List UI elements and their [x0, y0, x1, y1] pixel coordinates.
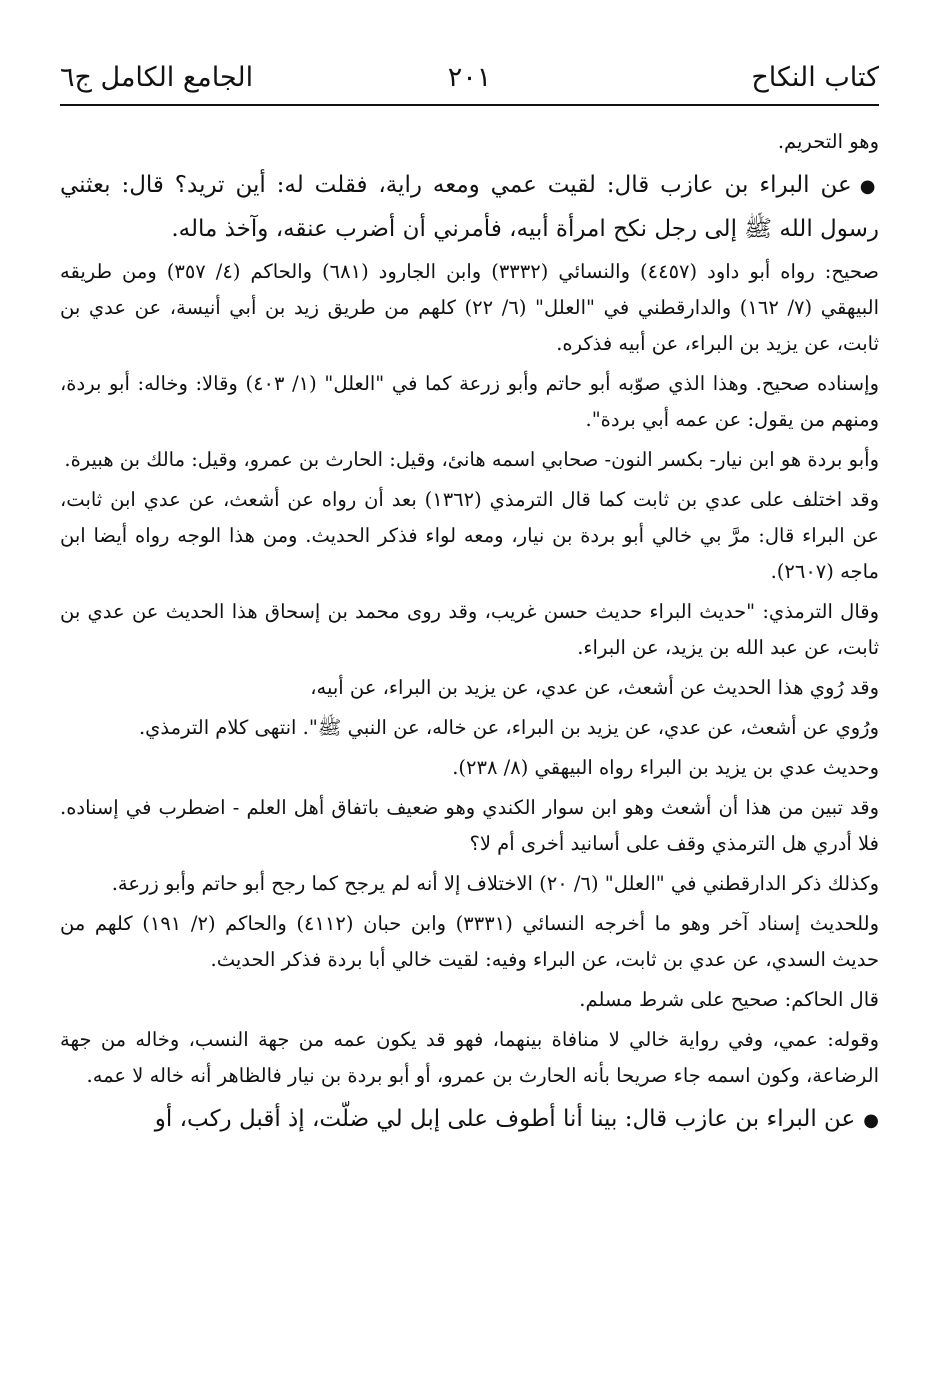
book-title: كتاب النكاح: [751, 62, 879, 93]
paragraph-text: وحديث عدي بن يزيد بن البراء رواه البيهقي (٨/ ٢٣٨).: [452, 756, 879, 779]
commentary-paragraph: [60, 442, 879, 478]
page-body: [60, 124, 879, 1146]
commentary-paragraph: [60, 906, 879, 978]
commentary-paragraph: [60, 790, 879, 862]
commentary-paragraph: [60, 750, 879, 786]
volume-title: الجامع الكامل ج٦: [60, 62, 254, 93]
commentary-paragraph: [60, 710, 879, 746]
paragraph-text: وهو التحريم.: [777, 130, 879, 153]
commentary-paragraph: [60, 982, 879, 1018]
bullet-icon: ●: [863, 1110, 879, 1131]
commentary-paragraph: [60, 366, 879, 438]
paragraph-text: وقد اختلف على عدي بن ثابت كما قال الترمذي (١٣٦٢) بعد أن رواه عن أشعث، عن عدي ابن ثابت، عن البراء قال: مرَّ بي خالي أبو بردة بن نيار، ومعه لواء فذكر الحديث. ومن هذا الوجه رواه أيضا ابن ماجه (٢٦٠٧).: [60, 488, 880, 583]
paragraph-text: وقوله: عمي، وفي رواية خالي لا منافاة بينهما، فهو قد يكون عمه من جهة النسب، وخاله من جهة الرضاعة، وكون اسمه جاء صريحا بأنه الحارث بن عمرو، أو أبو بردة بن نيار فالظاهر أنه خاله لا عمه.: [60, 1028, 879, 1087]
commentary-paragraph: [60, 670, 879, 706]
page-header: [60, 58, 879, 108]
paragraph-text: قال الحاكم: صحيح على شرط مسلم.: [579, 988, 879, 1011]
paragraph-text: وقد تبين من هذا أن أشعث وهو ابن سوار الكندي وهو ضعيف باتفاق أهل العلم - اضطرب في إسناده. فلا أدري هل الترمذي وقف على أسانيد أخرى أم لا؟: [60, 796, 879, 855]
paragraph-text: وكذلك ذكر الدارقطني في "العلل" (٦/ ٢٠) الاختلاف إلا أنه لم يرجح كما رجح أبو حاتم وأبو زرعة.: [111, 872, 879, 895]
hadith-paragraph: [60, 164, 879, 250]
paragraph-text: صحيح: رواه أبو داود (٤٤٥٧) والنسائي (٣٣٣٢) وابن الجارود (٦٨١) والحاكم (٤/ ٣٥٧) ومن طريقه البيهقي (٧/ ١٦٢) والدارقطني في "العلل" (٦/ ٢٢) كلهم من طريق زيد بن أبي أنيسة، عن عدي بن ثابت، عن يزيد بن البراء، عن أبيه فذكره.: [60, 260, 879, 355]
paragraph-text: عن البراء بن عازب قال: بينا أنا أطوف على إبل لي ضلّت، إذ أقبل ركب، أو: [154, 1106, 856, 1132]
header-divider: [60, 104, 879, 106]
paragraph-text: وقد رُوي هذا الحديث عن أشعث، عن عدي، عن يزيد بن البراء، عن أبيه،: [310, 676, 879, 699]
commentary-paragraph: [60, 482, 879, 590]
paragraph-text: وقال الترمذي: "حديث البراء حديث حسن غريب، وقد روى محمد بن إسحاق هذا الحديث عن عدي بن ثابت، عن عبد الله بن يزيد، عن البراء.: [60, 600, 879, 659]
hadith-paragraph: [60, 1098, 879, 1142]
paragraph-text: وأبو بردة هو ابن نيار- بكسر النون- صحابي اسمه هانئ، وقيل: الحارث بن عمرو، وقيل: مالك بن هبيرة.: [64, 448, 879, 471]
commentary-paragraph: [60, 866, 879, 902]
paragraph-text: وإسناده صحيح. وهذا الذي صوّبه أبو حاتم وأبو زرعة كما في "العلل" (١/ ٤٠٣) وقالا: وخاله: أبو بردة، ومنهم من يقول: عن عمه أبي بردة".: [60, 372, 879, 431]
commentary-paragraph: [60, 254, 879, 362]
paragraph-text: وللحديث إسناد آخر وهو ما أخرجه النسائي (٣٣٣١) وابن حبان (٤١١٢) والحاكم (٢/ ١٩١) كلهم من حديث السدي، عن عدي بن ثابت، عن البراء وفيه: لقيت خالي أبا بردة فذكر الحديث.: [60, 912, 880, 971]
page-number: ٢٠١: [447, 62, 492, 93]
bullet-icon: ●: [859, 176, 879, 197]
paragraph-text: عن البراء بن عازب قال: لقيت عمي ومعه راية، فقلت له: أين تريد؟ قال: بعثني رسول الله ﷺ إلى رجل نكح امرأة أبيه، فأمرني أن أضرب عنقه، وآخذ ماله.: [60, 172, 879, 242]
paragraph-text: ورُوي عن أشعث، عن عدي، عن يزيد بن البراء، عن خاله، عن النبي ﷺ". انتهى كلام الترمذي.: [138, 716, 879, 739]
commentary-paragraph: [60, 124, 879, 160]
commentary-paragraph: [60, 1022, 879, 1094]
commentary-paragraph: [60, 594, 879, 666]
